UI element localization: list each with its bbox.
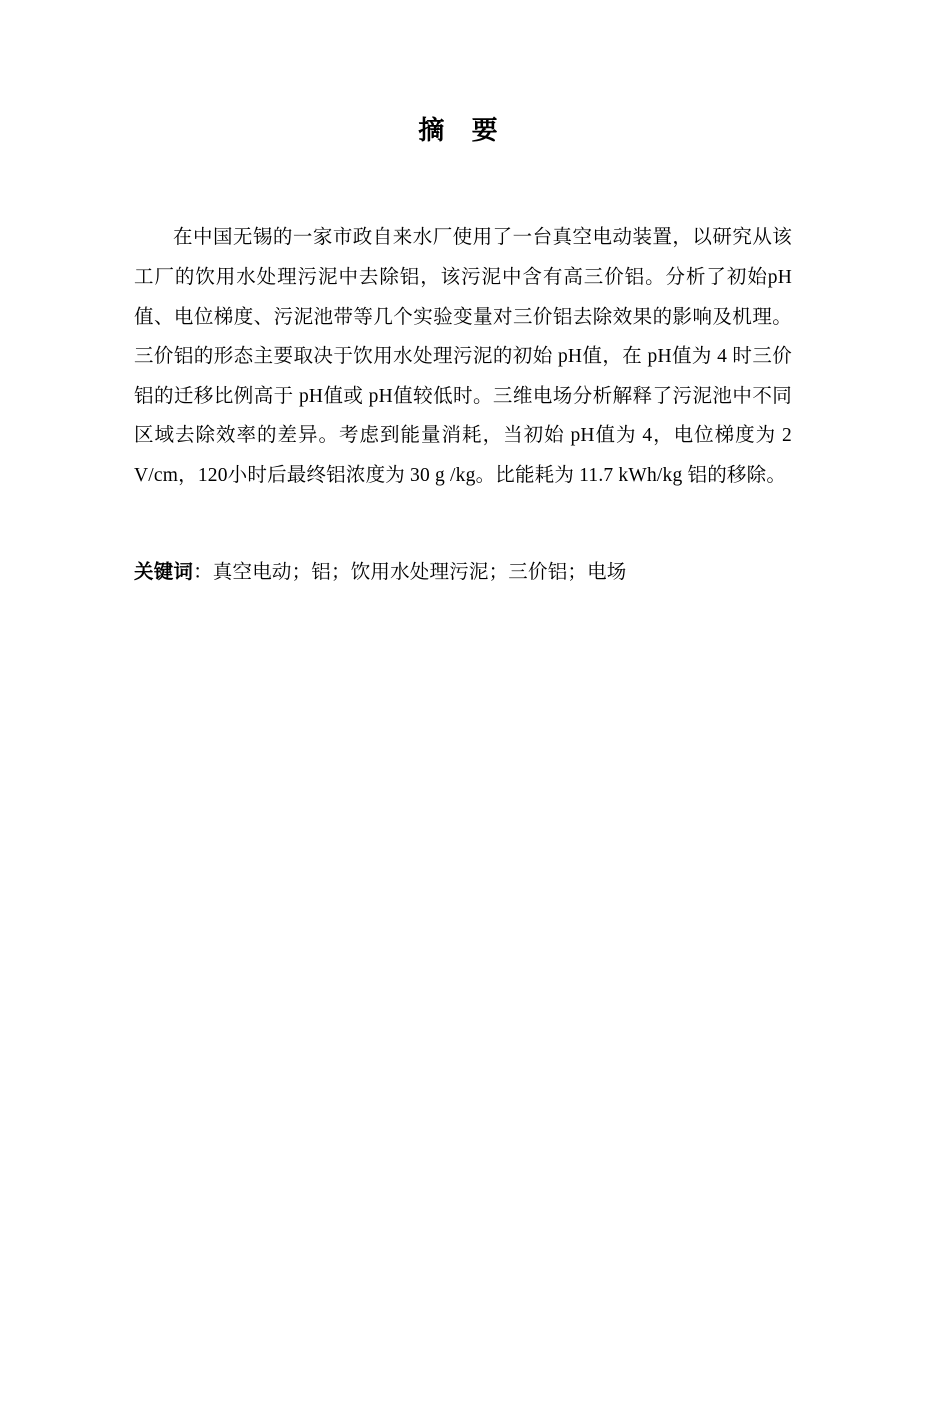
document-page <box>0 112 926 1421</box>
abstract-paragraph: 在中国无锡的一家市政自来水厂使用了一台真空电动装置，以研究从该工厂的饮用水处理污泥中去除铝，该污泥中含有高三价铝。分析了初始pH值、电位梯度、污泥池带等几个实验变量对三价铝去除效果的影响及机理。三价铝的形态主要取决于饮用水处理污泥的初始 pH值，在 pH值为 4 时三价铝的迁移比例高于 pH值或 pH值较低时。三维电场分析解释了污泥池中不同区域去除效率的差异。考虑到能量消耗，当初始 pH值为 4，电位梯度为 2 V/cm，120小时后最终铝浓度为 30 g /kg。比能耗为 11.7 kWh/kg 铝的移除。 <box>134 227 792 486</box>
page-title: 摘 要 <box>418 115 508 145</box>
keywords-value: ：真空电动；铝；饮用水处理污泥；三价铝；电场 <box>193 562 627 584</box>
keywords-line <box>134 553 792 592</box>
keywords-label: 关键词 <box>134 562 194 584</box>
